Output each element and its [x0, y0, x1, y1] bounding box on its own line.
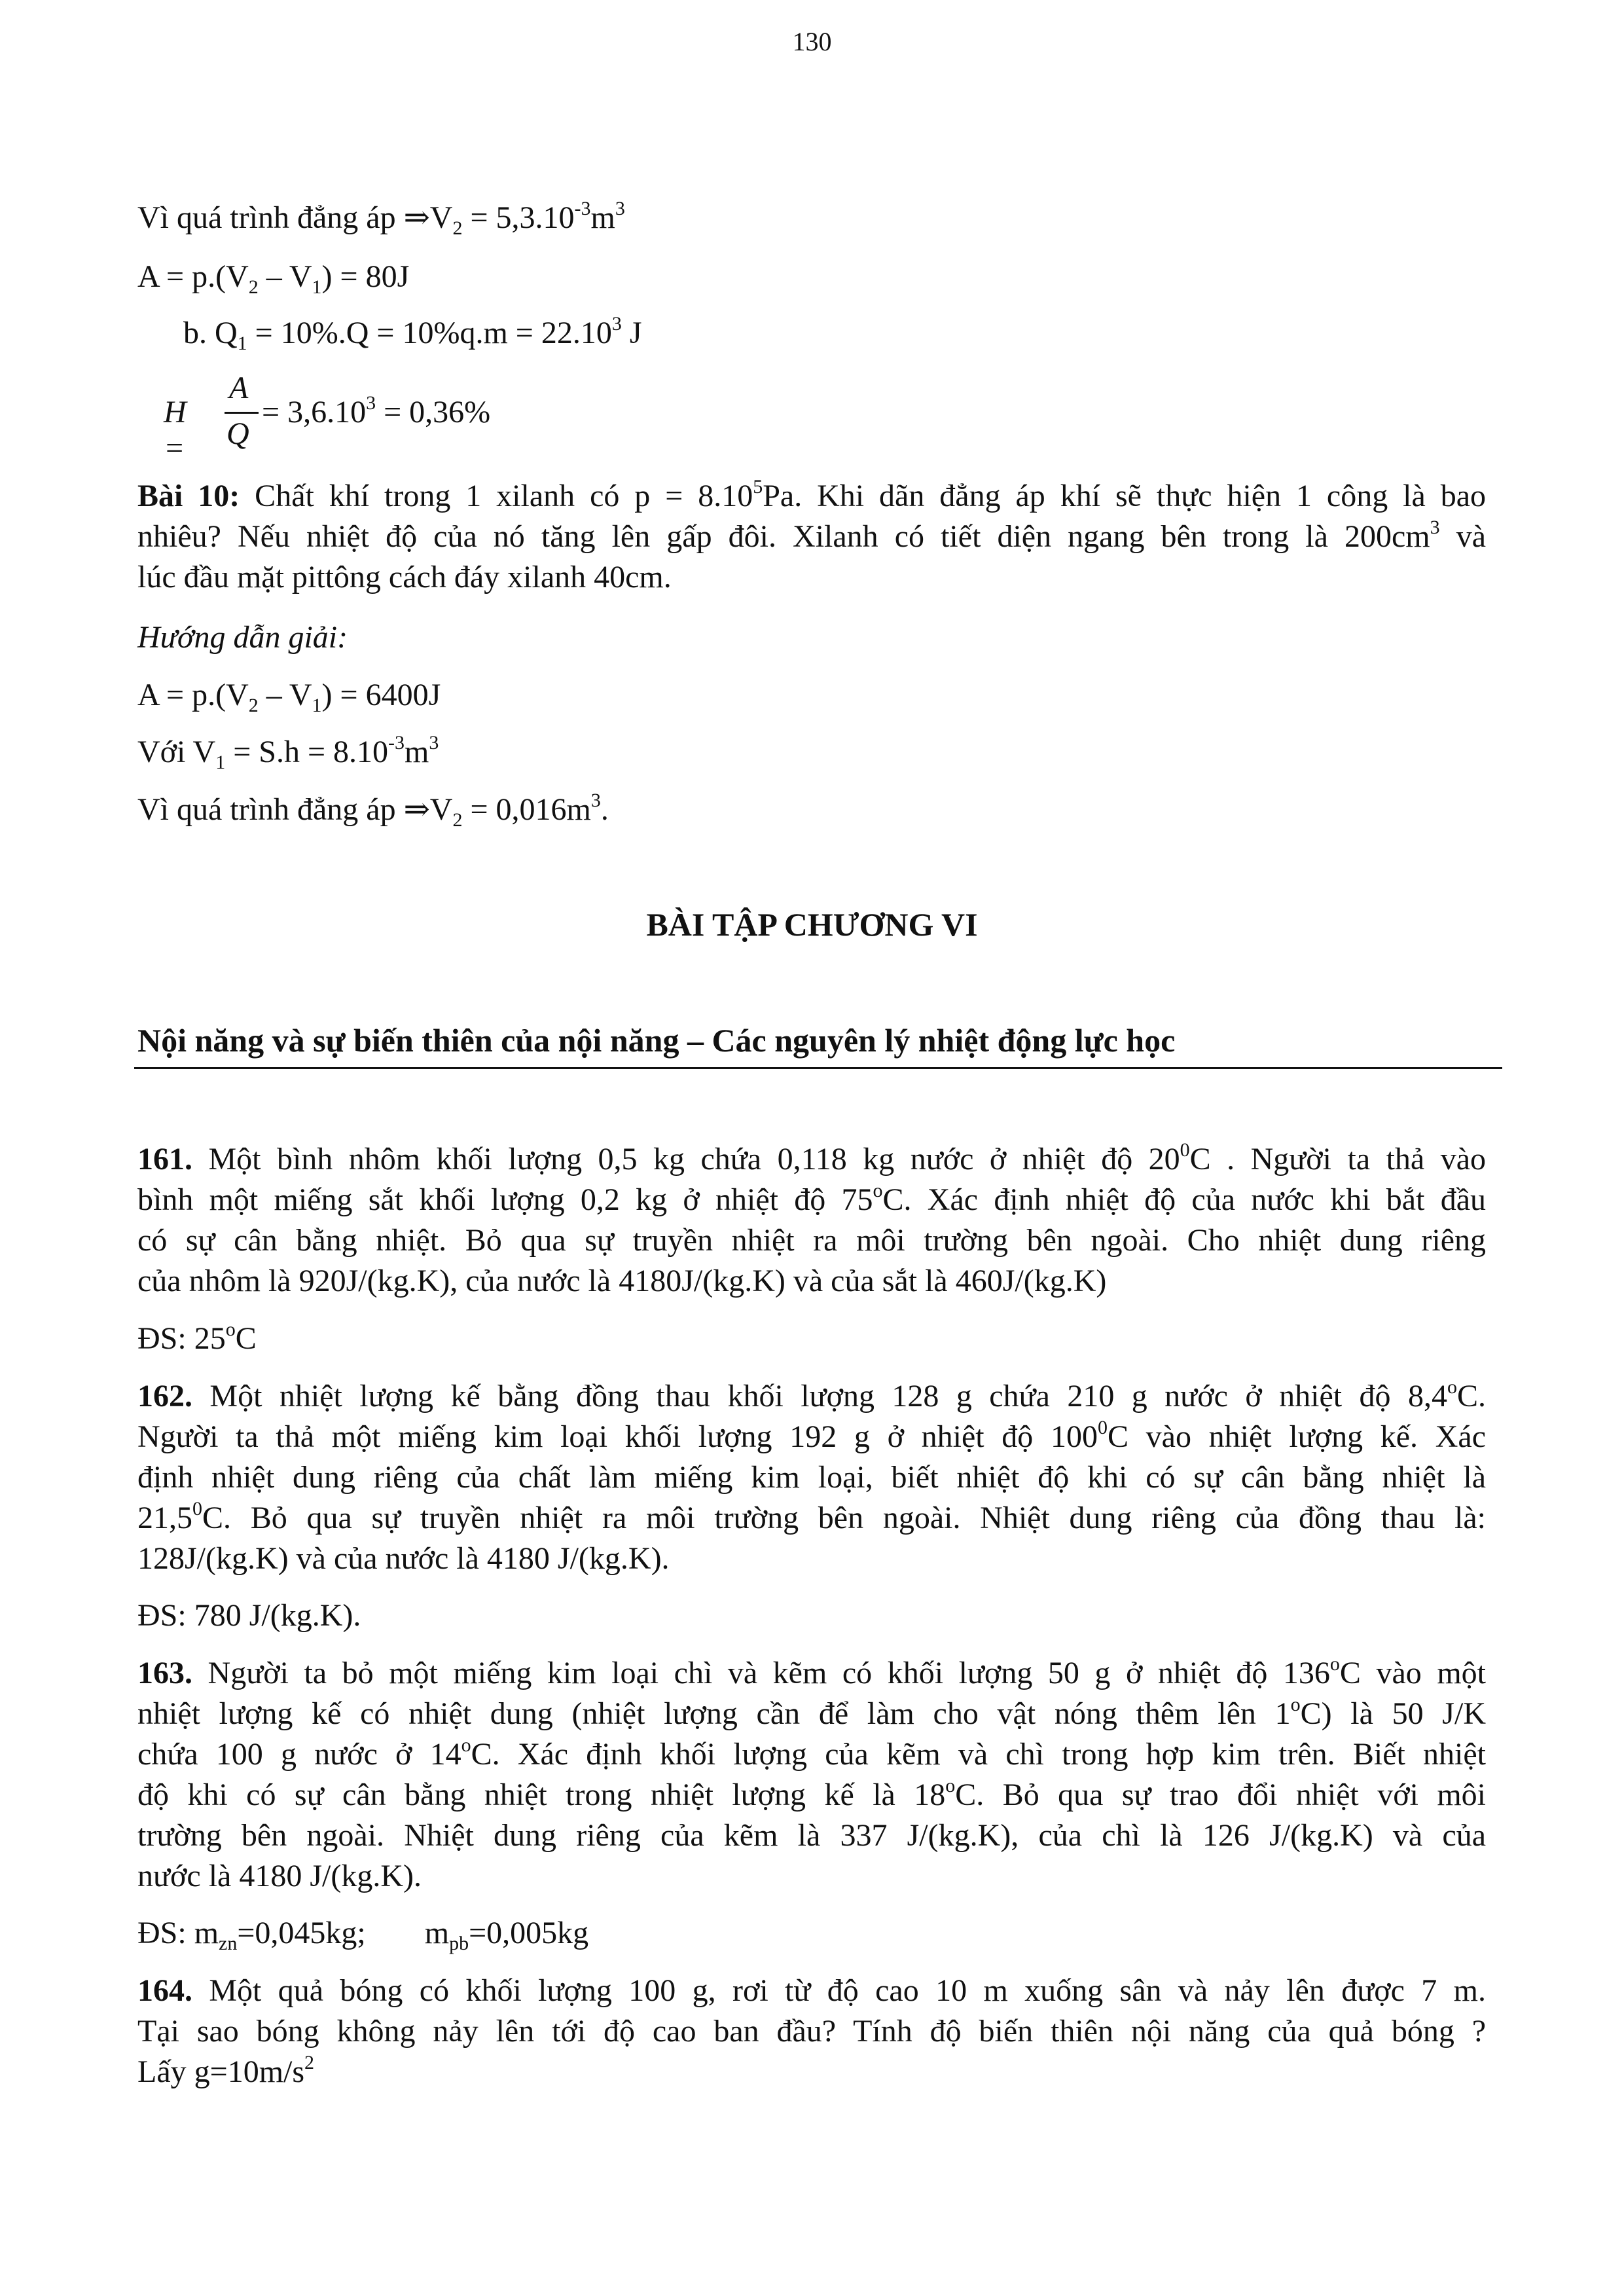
p162-answer: ĐS: 780 J/(kg.K).	[137, 1598, 361, 1633]
p162-line-5: 128J/(kg.K) và của nước là 4180 J/(kg.K).	[137, 1541, 670, 1576]
bai10-guide-3: Vì quá trình đẳng áp $\Rightarrow V_2 = 0,016m^3$.	[137, 790, 609, 831]
bai10-guide-1: $A = p.(V_2 - V_1) = 6400J$	[137, 678, 441, 716]
p161-line-4: của nhôm là 920J/(kg.K), của nước là 4180J/(kg.K) và của sắt là 460J/(kg.K)	[137, 1264, 1107, 1298]
p162-line-4: 21,5$^0$C. Bỏ qua sự truyền nhiệt ra môi trường bên ngoài. Nhiệt dung riêng của đồng thau là:	[137, 1498, 1486, 1535]
p162-line-3: định nhiệt dung riêng của chất làm miếng kim loại, biết nhiệt độ khi có sự cân bằng nhiệt là	[137, 1460, 1486, 1495]
p163-line-1: 163. Người ta bỏ một miếng kim loại chì và kẽm có khối lượng 50 g ở nhiệt độ 136$^o$C vào một	[137, 1653, 1486, 1690]
p164-line-3: Lấy $g=10m/s^2$	[137, 2052, 315, 2089]
bai10-line-1: Bài 10: Chất khí trong 1 xilanh có $p = 8.10^5Pa$. Khi dãn đẳng áp khí sẽ thực hiện 1 công là bao	[137, 476, 1487, 513]
p164-line-2: Tại sao bóng không nảy lên tới độ cao ban đầu? Tính độ biến thiên nội năng của quả bóng ?	[137, 2014, 1486, 2049]
bai10-line-2: nhiêu? Nếu nhiệt độ của nó tăng lên gấp đôi. Xilanh có tiết diện ngang bên trong là $200cm^3$ và	[137, 517, 1487, 554]
p161-line-2: bình một miếng sắt khối lượng 0,2 kg ở nhiệt độ 75$^o$C. Xác định nhiệt độ của nước khi bắt đầu	[137, 1180, 1487, 1217]
p163-line-4: độ khi có sự cân bằng nhiệt trong nhiệt lượng kế là 18$^o$C. Bỏ qua sự trao đổi nhiệt với môi	[137, 1775, 1486, 1812]
top-line-1: Vì quá trình đẳng áp $\Rightarrow V_2 = 5,3.10^{-3}m^3$	[137, 198, 625, 239]
page-number: 130	[792, 27, 832, 56]
p161-answer: ĐS: 25$^o$C	[137, 1319, 257, 1356]
p163-line-6: nước là 4180 J/(kg.K).	[137, 1859, 422, 1893]
bai10-guide: Hướng dẫn giải:	[137, 620, 348, 655]
top-line-3: b. $Q_1 = 10\%.Q = 10\%q.m = 22.10^3$ J	[183, 313, 642, 354]
chapter-heading: BÀI TẬP CHƯƠNG VI	[646, 906, 978, 943]
p163-line-5: trường bên ngoài. Nhiệt dung riêng của kẽm là 337 J/(kg.K), của chì là 126 J/(kg.K) và của	[137, 1818, 1486, 1853]
p163-line-2: nhiệt lượng kế có nhiệt dung (nhiệt lượng cần để làm cho vật nóng thêm lên 1$^o$C) là 50 J/K	[137, 1694, 1486, 1731]
p163-answer: ĐS: $m_{zn}=0,045kg$; $m_{pb}=0,005kg$	[137, 1916, 589, 1954]
p162-line-1: 162. Một nhiệt lượng kế bằng đồng thau khối lượng 128 g chứa 210 g nước ở nhiệt độ 8,4$^o$C.	[137, 1376, 1486, 1413]
top-line-2: $A = p.(V_2 - V_1) = 80J$	[137, 259, 410, 298]
p162-line-2: Người ta thả một miếng kim loại khối lượng 192 g ở nhiệt độ $100^0C$ vào nhiệt lượng kế. Xác	[137, 1417, 1487, 1454]
p164-line-1: 164. Một quả bóng có khối lượng 100 g, rơi từ độ cao 10 m xuống sân và nảy lên được 7 m.	[137, 1973, 1486, 2008]
bai10-guide-2: Với $V_1 = S.h = 8.10^{-3}m^3$	[137, 732, 439, 773]
p163-line-3: chứa 100 g nước ở 14$^o$C. Xác định khối lượng của kẽm và chì trong hợp kim trên. Biết nhiệt	[137, 1734, 1487, 1772]
heading-divider	[134, 1067, 1502, 1069]
p161-line-1: 161. Một bình nhôm khối lượng 0,5 kg chứa 0,118 kg nước ở nhiệt độ $20^0C$ . Người ta thả vào	[137, 1139, 1487, 1176]
p161-line-3: có sự cân bằng nhiệt. Bỏ qua sự truyền nhiệt ra môi trường bên ngoài. Cho nhiệt dung riêng	[137, 1223, 1486, 1258]
section-subheading: Nội năng và sự biến thiên của nội năng – Các nguyên lý nhiệt động lực học	[137, 1022, 1176, 1059]
bai10-line-3: lúc đầu mặt pittông cách đáy xilanh 40cm.	[137, 560, 672, 594]
